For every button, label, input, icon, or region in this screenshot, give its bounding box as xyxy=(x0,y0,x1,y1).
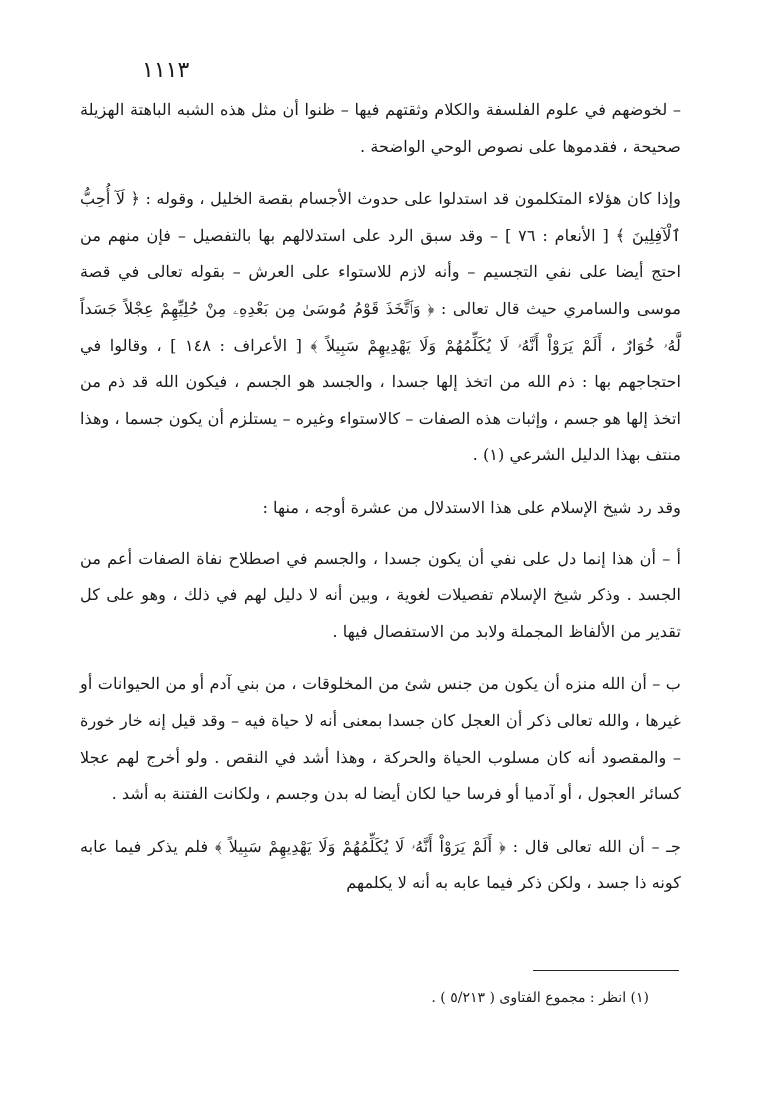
footnote-divider xyxy=(533,970,679,971)
paragraph-point-c: جـ – أن الله تعالى قال : ﴿ أَلَمْ يَرَوْاْ أَنَّهُۥ لَا يُكَلِّمُهُمْ وَلَا يَهْدِيهِمْ سَبِيلاً ﴾ فلم يذكر فيما عابه كونه ذا جسد ، ولكن ذكر فيما عابه به أنه لا يكلمهم xyxy=(80,836,681,893)
page-number: ١١١٣ xyxy=(142,58,190,83)
paragraph-response-intro: وقد رد شيخ الإسلام على هذا الاستدلال من عشرة أوجه ، منها : xyxy=(262,497,681,517)
footnote: (١) انظر : مجموع الفتاوى ( ٥/٢١٣ ) . xyxy=(431,990,649,1006)
paragraph-intro: – لخوضهم في علوم الفلسفة والكلام وثقتهم فيها – ظنوا أن مثل هذه الشبه الباهتة الهزيلة صحيحة ، فقدموها على نصوص الوحي الواضحة . xyxy=(80,100,681,156)
paragraph-point-a: أ – أن هذا إنما دل على نفي أن يكون جسدا ، والجسم في اصطلاح نفاة الصفات أعم من الجسد . وذكر شيخ الإسلام تفصيلات لغوية ، وبين أنه لا دليل لهم في ذلك ، وهو على كل تقدير من الألفاظ المجملة ولابد من الاستفصال فيها . xyxy=(80,548,681,641)
paragraph-point-b: ب – أن الله منزه أن يكون من جنس شئ من المخلوقات ، من بني آدم أو من الحيوانات أو غيرها ، والله تعالى ذكر أن العجل كان جسدا بمعنى أنه لا حياة فيه – وقد قيل إنه خار خورة – والمقصود أنه كان مسلوب الحياة والحركة ، وهذا أشد في النقص . ولو أخرج لهم عجلا كسائر العجول ، أو آدميا أو فرسا حيا لكان أيضا له بدن وجسم ، ولكانت الفتنة به أشد . xyxy=(80,674,681,804)
paragraph-argument: وإذا كان هؤلاء المتكلمون قد استدلوا على حدوث الأجسام بقصة الخليل ، وقوله : ﴿ لَآ أُحِبُّ ٱلْآفِلِينَ ﴾ [ الأنعام : ٧٦ ] – وقد سبق الرد على استدلالهم بها بالتفصيل – فإن منهم من احتج أيضا على نفي التجسيم – وأنه لازم للاستواء على العرش – بقوله تعالى في قصة موسى والسامري حيث قال تعالى : ﴿ وَٱتَّخَذَ قَوْمُ مُوسَىٰ مِن بَعْدِهِۦ مِنْ حُلِيِّهِمْ عِجْلاً جَسَداً لَّهُۥ خُوَارٌ ، أَلَمْ يَرَوْاْ أَنَّهُۥ لَا يُكَلِّمُهُمْ وَلَا يَهْدِيهِمْ سَبِيلاً ﴾ [ الأعراف : ١٤٨ ] ، وقالوا في احتجاجهم بها : ذم الله من اتخذ إلها جسدا ، والجسد هو الجسم ، فيكون الله قد ذم من اتخذ إلها هو جسم ، وإثبات هذه الصفات – كالاستواء وغيره – يستلزم أن يكون جسما ، وهذا منتف بهذا الدليل الشرعي (١) . xyxy=(80,189,681,465)
page-body xyxy=(80,92,681,918)
